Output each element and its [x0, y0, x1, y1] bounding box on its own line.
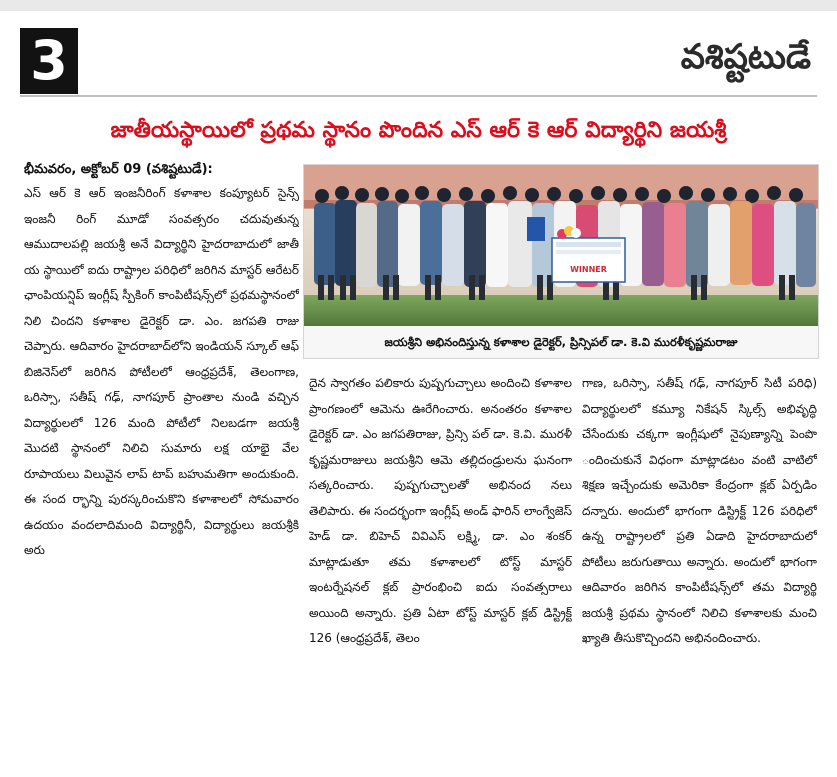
dateline: భీమవరం, అక్టోబర్ 09 (వశిష్టటుడే):	[24, 162, 213, 177]
paper-name: వశిష్టటుడే	[680, 37, 811, 77]
top-strip	[0, 0, 837, 11]
header-rule	[20, 95, 817, 97]
group-photo	[304, 165, 818, 326]
article-column-1: ఎస్ ఆర్ కె ఆర్ ఇంజనీరింగ్ కళాశాల కంప్యూటర్ సైన్స్ ఇంజనీ రింగ్ మూడో సంవత్సరం చదువుతున్న ఆముదాలపల్లి జయశ్రీ అనే విద్యార్థిని హైదరాబాదులో జాతీ య స్థాయిలో ఐదు రాష్ట్రాల పరిధిలో జరిగిన మాస్టర్ ఆరేటర్ ఛాంపియన్షిప్ ఇంగ్లీష్ స్పీకింగ్ కాంపిటీషన్స్‌లో ప్రథమస్థానంలో నిలి చిందని కళాశాల డైరెక్టర్ డా. ఎం. జగపతి రాజు చెప్పారు. ఆదివారం హైదరాబాద్‌లోని ఇండియన్ స్కూల్ ఆఫ్ బిజినెస్‌లో జరిగిన పోటీలలో ఆంధ్రప్రదేశ్, తెలంగాణ, ఒరిస్సా, సతీష్ గఢ్, నాగపూర్ ప్రాంతాల నుండి వచ్చిన విద్యార్థులలో 126 మంది పోటీలో నిలబడగా జయశ్రీ మొదటి స్థానంలో నిలిచి సుమారు లక్ష యాభై వేల రూపాయలు విలువైన లాప్ టాప్ బహుమతిగా అందుకుంది. ఈ సంద ర్భాన్ని పురస్కరించుకొని కళాశాలలో సోమవారం ఉదయం వందలాదిమంది విద్యార్థినీ, విద్యార్థులు జయశ్రీకి అరు	[24, 186, 299, 557]
article-column-3: గాణ, ఒరిస్సా, సతీష్ గఢ్, నాగపూర్ సిటీ పరిధి) విద్యార్థులలో కమ్యూ నికేషన్ స్కిల్స్ అభివృద్ధి చేసేందుకు చక్కగా ఇంగ్లీషులో నైపుణ్యాన్ని పెంపొ ందించుకునే విధంగా మాట్లాడటం వంటి వాటిలో శిక్షణ ఇచ్చేందుకు అమెరికా కేంద్రంగా క్లబ్ ఏర్పడిం దన్నారు. అందులో భాగంగా డిస్ట్రిక్ట్ 126 పరిధిలో ఉన్న రాష్ట్రాలలో ప్రతి ఏడాది హైదరాబాదులో పోటీలు జరుగుతాయి అన్నారు. అందులో భాగంగా ఆదివారం జరిగిన కాంపిటీషన్స్‌లో తమ విద్యార్థి జయశ్రీ ప్రథమ స్థానంలో నిలిచి కళాశాలకు మంచి ఖ్యాతి తీసుకొచ్చిందని అభినందించారు.	[582, 376, 817, 645]
page-number: 3	[20, 28, 78, 94]
article-column-2: దైన స్వాగతం పలికారు పుష్పగుచ్చాలు అందించి కళాశాల ప్రాంగణంలో ఆమెను ఊరేగించారు. అనంతరం కళాశాల డైరెక్టర్ డా. ఎం జగపతిరాజు, ప్రిన్సి పల్ డా. కె.వి. మురళీ కృష్ణమరాజులు జయశ్రీని ఆమె తల్లిదండ్రులను ఘనంగా సత్కరించారు. పుష్పగుచ్చాలతో అభినంద నలు తెలిపారు. ఈ సందర్భంగా ఇంగ్లీష్ అండ్ ఫారిన్ లాంగ్వేజెస్ హెడ్ డా. బిహెచ్ వివిఎస్ లక్ష్మి, డా. ఎం శంకర్ మాట్లాడుతూ తమ కళాశాలలో టోస్ట్ మాస్టర్ ఇంటర్నేషనల్ క్లబ్ ప్రారంభించి ఐదు సంవత్సరాలు అయింది అన్నారు. ప్రతి ఏటా టోస్ట్ మాస్టర్ క్లబ్ డిస్ట్రిక్ట్ 126 (ఆంధ్రప్రదేశ్, తెలం	[309, 376, 572, 645]
photo-caption: జయశ్రీని అభినందిస్తున్న కళాశాల డైరెక్టర్, ప్రిన్సిపల్ డా. కె.వి మురళీకృష్ణమరాజు	[304, 326, 818, 358]
news-photo-block	[303, 164, 819, 359]
winner-banner-text: WINNER	[570, 265, 607, 274]
headline: జాతీయస్థాయిలో ప్రథమ స్థానం పొందిన ఎస్ ఆర్ కె ఆర్ విద్యార్థిని జయశ్రీ	[110, 118, 727, 143]
